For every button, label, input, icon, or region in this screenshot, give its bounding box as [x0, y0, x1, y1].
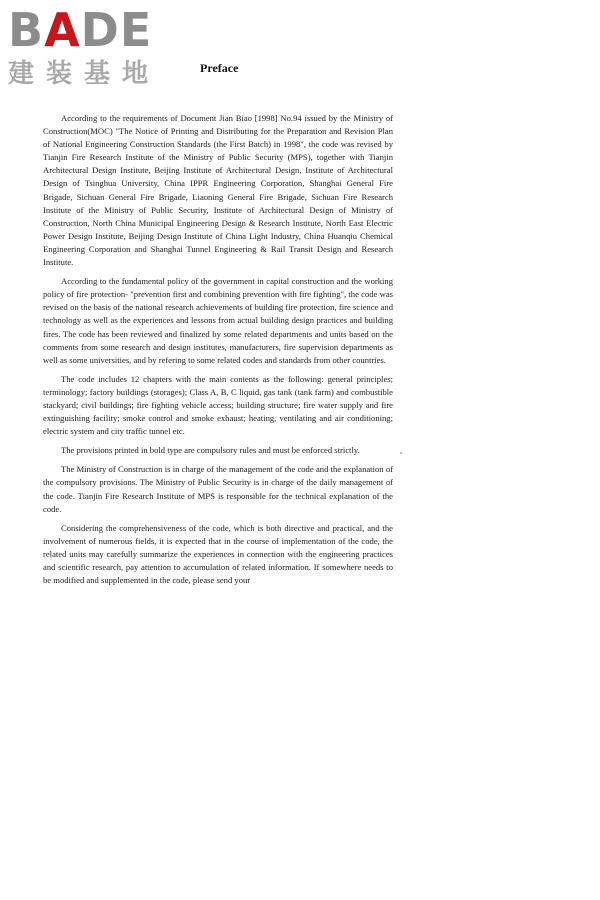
- logo-letters-start: B: [8, 3, 45, 57]
- logo-wordmark: [8, 4, 178, 56]
- page-title: Preface: [200, 61, 239, 75]
- paragraph-3: The code includes 12 chapters with the main contents as the following: general principles; terminology; factory buildings (storages); Class A, B, C liquid, gas tank (tank farm) and combustible stackyard; civil buildings; fire fighting vehicle access; building structure; fire water supply and fire extinguishing facility; smoke control and smoke exhaust; heating, ventilating and air conditioning; electric system and city traffic tunnel etc.: [43, 373, 393, 437]
- logo-chinese-text: 建装基地: [8, 59, 161, 89]
- paragraph-5: The Ministry of Construction is in charge of the management of the code and the explanation of the compulsory provisions. The Ministry of Public Security is in charge of the daily management of the code. Tianjin Fire Research Institute of MPS is responsible for the technical explanation of the code.: [43, 464, 393, 514]
- logo-letters-end: DE: [80, 3, 153, 57]
- paragraph-2: According to the fundamental policy of the government in capital construction and the working policy of fire protection- "prevention first and combining prevention with fire fighting", the code was revised on the basis of the national research achievements of building fire protection, fire science and technology as well as the experiences and lessons from actual building design practices and building fires. The code has been reviewed and finalized by some related departments and units based on the comments from some research and design institutes, manufacturers, fire supervision departments as well as some universities, and by refering to some related codes and standards from other countries.: [43, 276, 393, 365]
- logo-accent-letter: A: [44, 3, 81, 57]
- bade-logo: [8, 4, 178, 90]
- paragraph-1: According to the requirements of Document Jian Biao [1998] No.94 issued by the Ministry of Construction(MOC) "The Notice of Printing and Distributing for the Preparation and Revision Plan of National Engineering Construction Standards (the First Batch) in 1998", the code was revised by Tianjin Fire Research Institute of the Ministry of Public Security (MPS), together with Tianjin Architectural Design Institute, Beijing Institute of Architectural Design, Institute of Architectural Design of Tsinghua University, China IPPR Engineering Corporation, Shanghai General Fire Brigade, Sichuan General Fire Brigade, Liaoning General Fire Brigade, Sichuan Fire Research Institute of the Ministry of Public Security, Institute of Architectural Design of Ministry of Construction, North China Municipal Engineering Design & Research Institute, North East Electric Power Design Institute, Beijing Design Institute of China Light Industry, China Huanqiu Chemical Engineering Corporation and Shanghai Tunnel Engineering & Rail Transit Design and Research Institute.: [43, 113, 393, 268]
- preface-body: [43, 112, 393, 593]
- paragraph-4: The provisions printed in bold type are compulsory rules and must be enforced strictly.: [61, 445, 360, 456]
- scan-speck: [400, 452, 402, 454]
- paragraph-6: Considering the comprehensiveness of the code, which is both directive and practical, and the involvement of numerous fields, it is expected that in the course of implementation of the code, the related units may carefully summarize the experiences in connection with the engineering practices and scientific research, pay attention to accumulation of related information. If somewhere needs to be modified and supplemented in the code, please send your: [43, 522, 393, 586]
